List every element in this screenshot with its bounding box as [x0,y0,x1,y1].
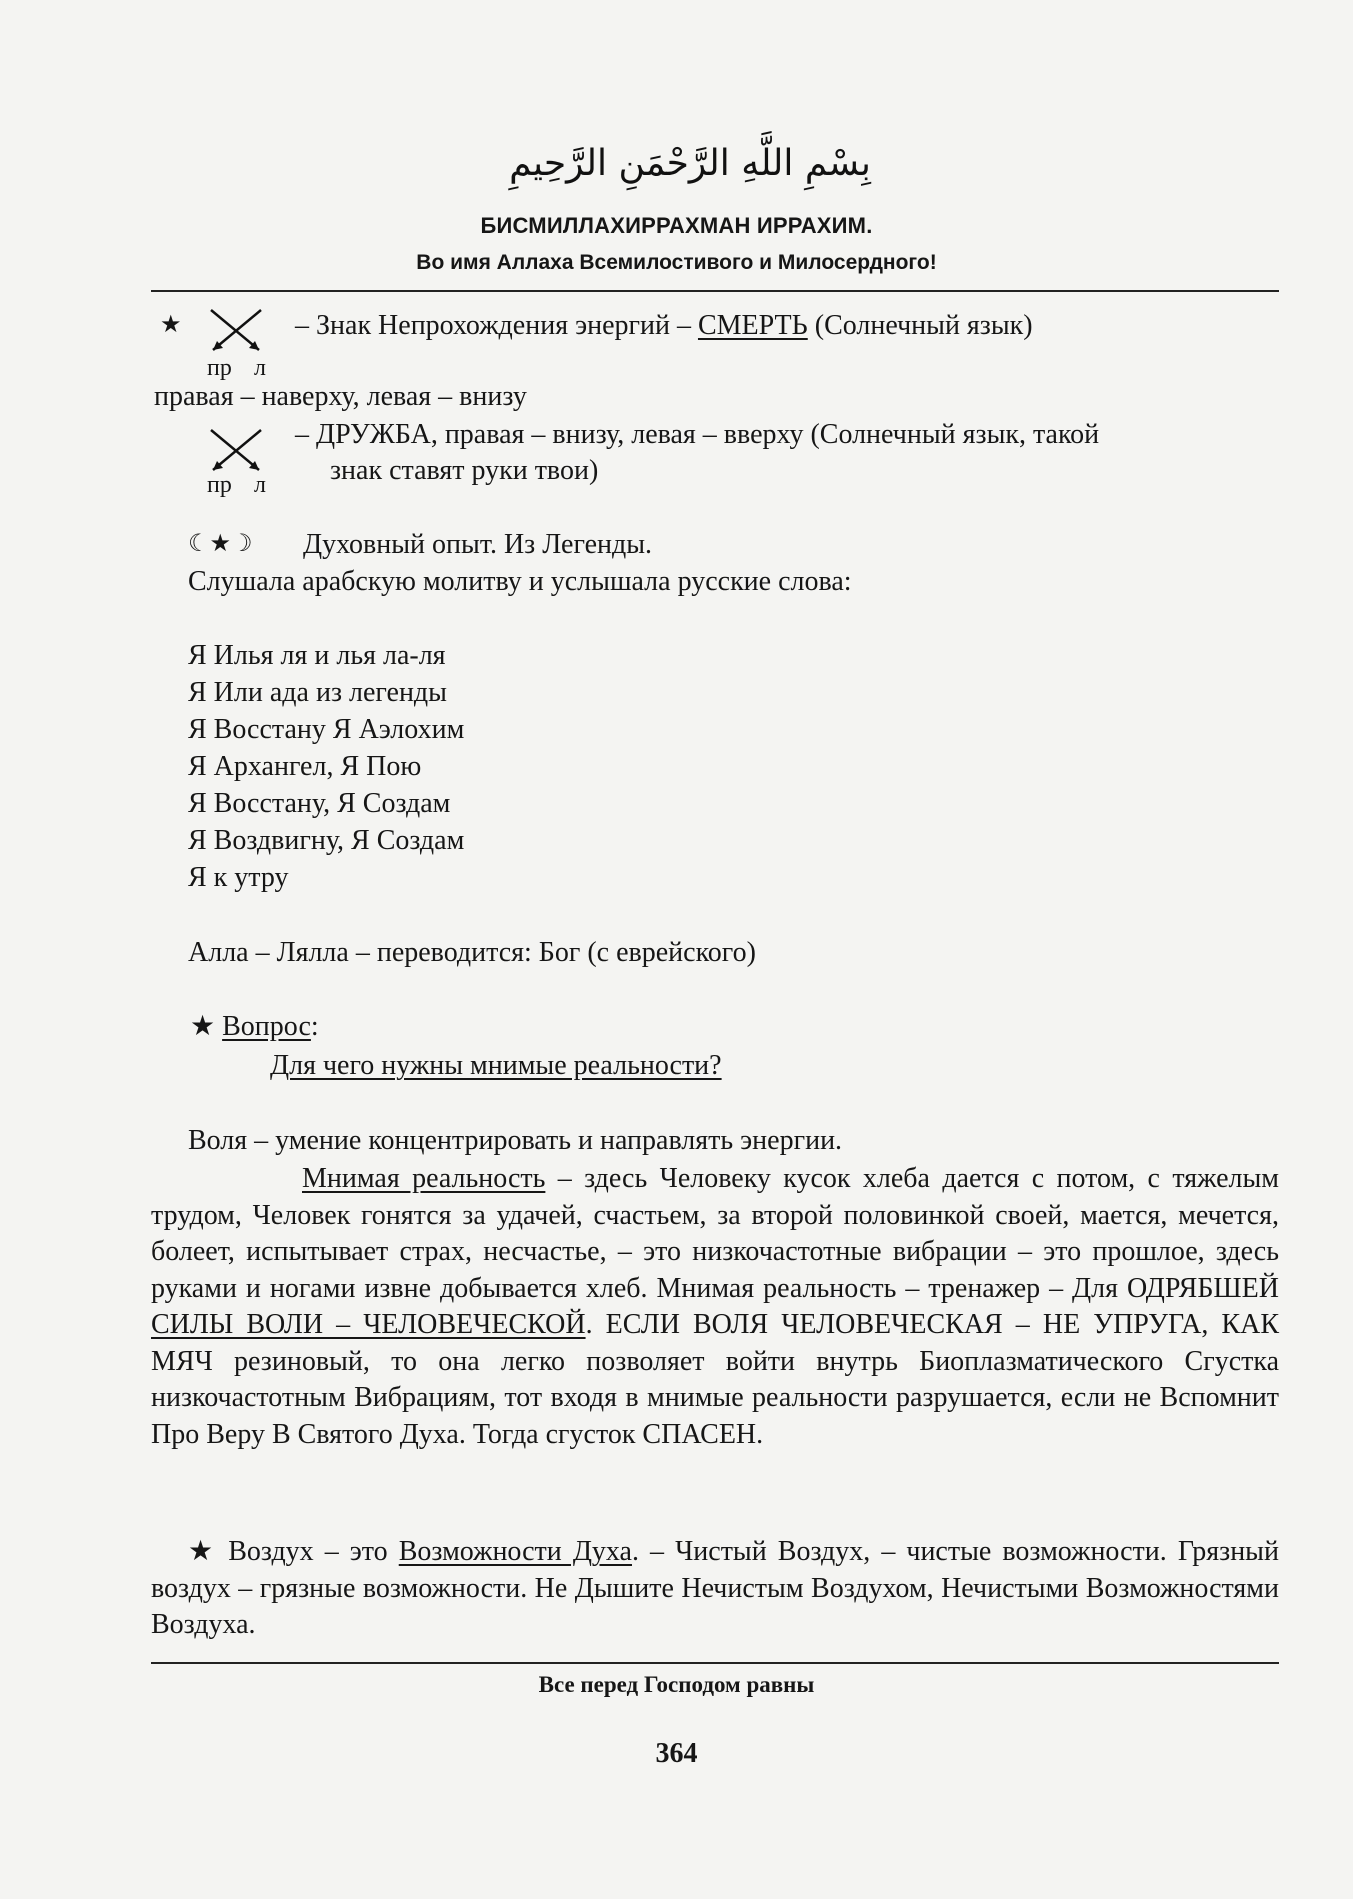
question-text: Для чего нужны мнимые реальности? [270,1050,722,1081]
star-icon: ★ [160,312,182,338]
crossed-arrows-icon [205,306,267,354]
paragraph-air: ★ Воздух – это Возможности Духа. – Чистый Воздух, – чистые возможности. Грязный воздух – грязные возможности. Не Дышите Нечистым Воздухом, Нечистыми Возможностями Воздуха. [151,1536,1279,1640]
header-divider [151,290,1279,292]
calligraphy-text: بِسْمِ اللَّهِ الرَّحْمَنِ الرَّحِيمِ [509,143,871,184]
sign-label-right: пр [207,355,232,381]
poem-line: Я к утру [188,862,289,893]
star-icon: ★ [190,1011,216,1042]
sign-label-right: пр [207,472,232,498]
question-heading: ★ Вопрос: [190,1011,319,1042]
legend-intro: Слушала арабскую молитву и услышала русские слова: [188,566,852,597]
bismillah-calligraphy [509,125,871,195]
poem-line: Я Архангел, Я Пою [188,751,422,782]
sign-label-left: л [254,355,266,381]
moon-star-icon: ☾★☽ [188,531,253,557]
poem-line: Я Восстану, Я Создам [188,788,451,819]
crossed-arrows-icon [205,426,267,474]
sign1-note: правая – наверху, левая – внизу [154,381,527,412]
poem-line: Я Воздвигну, Я Создам [188,825,465,856]
footer-motto: Все перед Господом равны [538,1672,815,1697]
page-number: 364 [655,1738,698,1769]
translation-note: Алла – Лялла – переводится: Бог (с еврейского) [188,937,756,968]
header-subtitle: Во имя Аллаха Всемилостивого и Милосердного! [416,251,937,274]
sign2-line1: – ДРУЖБА, правая – внизу, левая – вверху (Солнечный язык, такой [295,419,1100,450]
sign2-line2: знак ставят руки твои) [330,455,599,486]
poem-line: Я Восстану Я Аэлохим [188,714,465,745]
paragraph-imaginary-reality: Мнимая реальность – здесь Человеку кусок хлеба дается с потом, с тяжелым трудом, Человек гонятся за удачей, счастьем, за второй половинкой своей, мается, мечется, болеет, испытывает страх, несчастье, – это низкочастотные вибрации – это прошлое, здесь руками и ногами извне добывается хлеб. Мнимая реальность – тренажер – Для ОДРЯБШЕЙ СИЛЫ ВОЛИ – ЧЕЛОВЕЧЕСКОЙ. ЕСЛИ ВОЛЯ ЧЕЛОВЕЧЕСКАЯ – НЕ УПРУГА, КАК МЯЧ резиновый, то она легко позволяет войти внутрь Биоплазматического Сгустка низкочастотным Вибрациям, тот входя в мнимые реальности разрушается, если не Вспомнит Про Веру В Святого Духа. Тогда сгусток СПАСЕН. [151,1163,1279,1450]
header-title: БИСМИЛЛАХИРРАХМАН ИРРАХИМ. [480,213,873,238]
poem-line: Я Илья ля и лья ла-ля [188,640,446,671]
sign-label-left: л [254,472,266,498]
star-icon: ★ [188,1536,218,1567]
legend-title: Духовный опыт. Из Легенды. [303,529,653,560]
will-definition: Воля – умение концентрировать и направлять энергии. [188,1125,843,1156]
sign1-description: – Знак Непрохождения энергий – СМЕРТЬ (Солнечный язык) [295,310,1033,341]
poem-line: Я Или ада из легенды [188,677,447,708]
footer-divider [151,1662,1279,1664]
